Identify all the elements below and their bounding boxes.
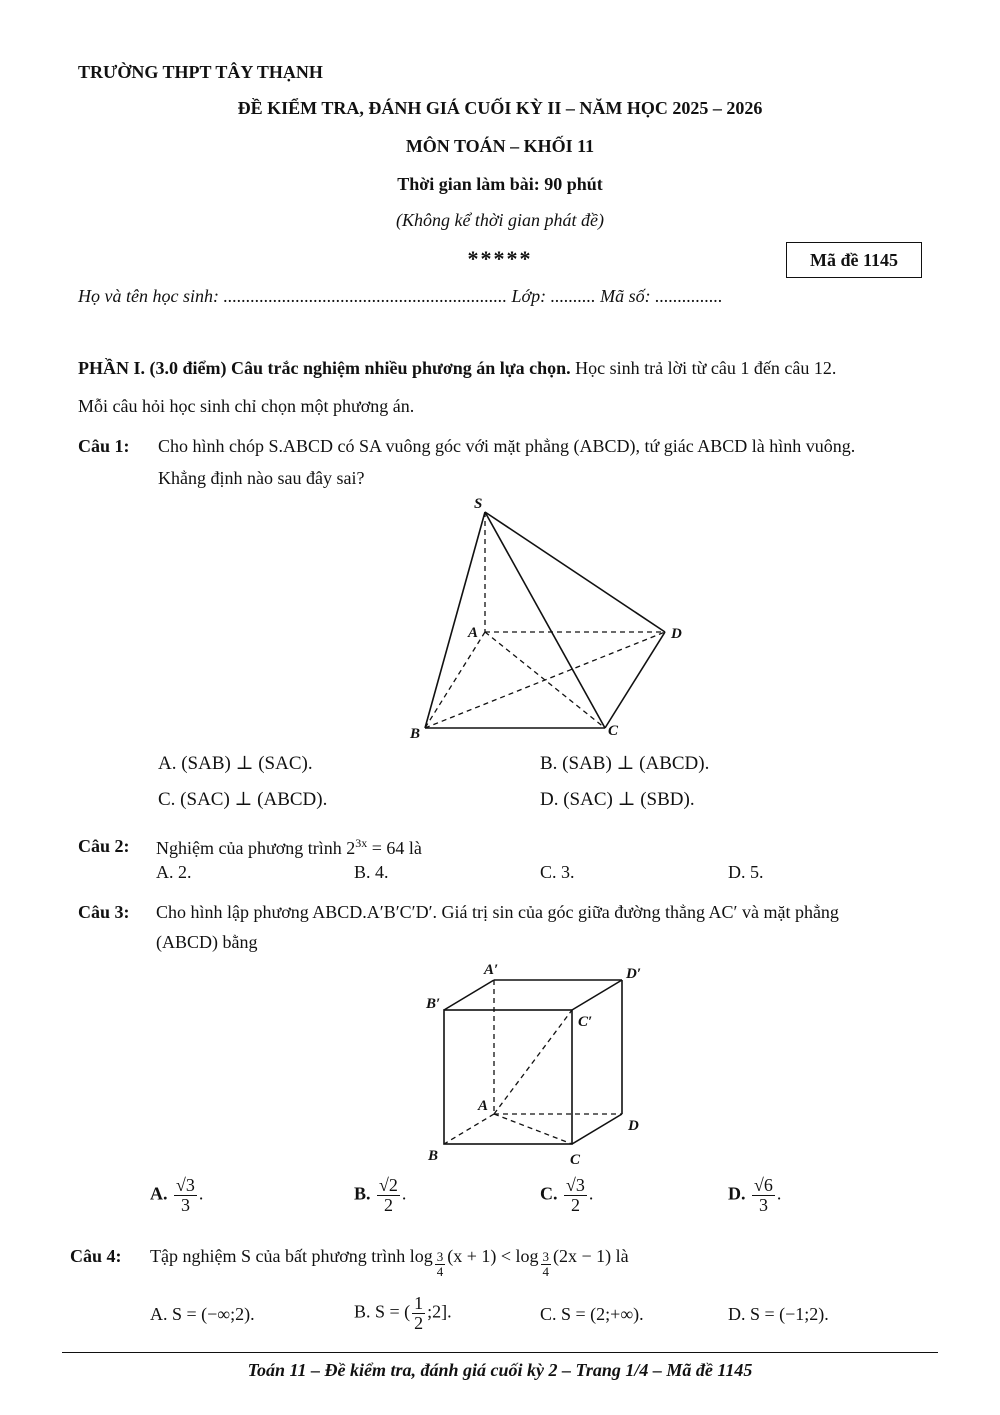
q4-base-num: 3	[436, 1249, 444, 1265]
q1-text2: Khẳng định nào sau đây sai?	[158, 468, 365, 488]
section-heading	[78, 358, 836, 379]
q3-c-den: 2	[570, 1194, 580, 1215]
q3-a-label: A.	[150, 1183, 168, 1204]
edge-b1a1	[444, 980, 494, 1010]
label-b: B	[428, 1148, 439, 1164]
section-instructions: Học sinh trả lời từ câu 1 đến câu 12.	[570, 358, 837, 378]
edge-cd	[572, 1114, 622, 1144]
diag-ac	[494, 1114, 572, 1144]
q4-text-a: Tập nghiệm S của bất phương trình log	[150, 1246, 433, 1266]
q4-base2-num: 3	[542, 1249, 550, 1265]
q4-b-num: 1	[414, 1293, 424, 1313]
front-face	[444, 1010, 572, 1144]
q2-option-a[interactable]: A. 2.	[156, 862, 192, 882]
q4-b-pre: B. S = (	[354, 1301, 411, 1322]
q3-c-label: C.	[540, 1183, 558, 1204]
diag-ac1	[494, 1010, 572, 1114]
q3-b-label: B.	[354, 1183, 371, 1204]
exam-subject: MÔN TOÁN – KHỐI 11	[405, 136, 595, 156]
exam-duration: Thời gian làm bài: 90 phút	[397, 174, 603, 194]
pyramid-figure	[400, 490, 700, 745]
q3-b-num: √2	[379, 1175, 398, 1195]
q3-d-num: √6	[754, 1175, 773, 1195]
label-a1: A′	[484, 962, 499, 978]
q2-text-a: Nghiệm của phương trình 2	[156, 838, 356, 858]
q1-text: Cho hình chóp S.ABCD có SA vuông góc với mặt phẳng (ABCD), tứ giác ABCD là hình vuông.	[158, 436, 856, 456]
q4-text	[150, 1246, 629, 1279]
q3-option-b[interactable]: B. $\frac{√2}{2}$ .	[354, 1175, 407, 1215]
edge-ab	[425, 632, 485, 728]
q2-text-b: = 64 là	[367, 838, 422, 858]
edge-ab	[444, 1114, 494, 1144]
q3-text2: (ABCD) bằng	[156, 932, 258, 952]
section-label: PHẦN I. (3.0 điểm) Câu trắc nghiệm nhiều phương án lựa chọn.	[78, 358, 571, 378]
q3-option-d[interactable]: D. $\frac{√6}{3}$ .	[728, 1175, 782, 1215]
diag-bd	[425, 632, 665, 728]
edge-cd	[605, 632, 665, 728]
q3-c-num: √3	[566, 1175, 585, 1195]
q2-exponent: 3x	[355, 836, 368, 850]
q3-text: Cho hình lập phương ABCD.A′B′C′D′. Giá trị sin của góc giữa đường thẳng AC′ và mặt phẳng	[156, 902, 839, 922]
q2-option-b[interactable]: B. 4.	[354, 862, 389, 882]
q1-option-c[interactable]: C. (SAC) ⊥ (ABCD).	[158, 789, 328, 810]
q4-base-den: 4	[436, 1264, 444, 1279]
q4-b-den: 2	[414, 1312, 424, 1333]
q2-option-c[interactable]: C. 3.	[540, 862, 575, 882]
label-b: B	[410, 726, 421, 742]
label-a: A	[468, 625, 479, 641]
label-c1: C′	[578, 1014, 593, 1030]
q3-a-num: √3	[176, 1175, 195, 1195]
q4-option-a[interactable]: A. S = (−∞;2).	[150, 1304, 255, 1324]
q3-b-den: 2	[383, 1194, 393, 1215]
label-s: S	[474, 496, 483, 512]
school-name: TRƯỜNG THPT TÂY THẠNH	[78, 62, 323, 82]
q3-d-den: 3	[758, 1194, 768, 1215]
q4-text-b: (2x − 1) là	[553, 1246, 629, 1266]
q2-label: Câu 2:	[78, 836, 130, 856]
q3-option-a[interactable]: A. $\frac{√3}{3}$ .	[150, 1175, 204, 1215]
label-b1: B′	[426, 996, 441, 1012]
edge-c1d1	[572, 980, 622, 1010]
edge-sd	[485, 512, 665, 632]
q4-option-c[interactable]: C. S = (2;+∞).	[540, 1304, 644, 1324]
exam-code-box	[786, 242, 922, 278]
exam-note: (Không kể thời gian phát đề)	[395, 210, 605, 230]
cube-figure	[420, 956, 660, 1171]
q1-option-a[interactable]: A. (SAB) ⊥ (SAC).	[158, 753, 313, 774]
q4-option-b[interactable]	[354, 1294, 452, 1333]
footer-text: Toán 11 – Đề kiểm tra, đánh giá cuối kỳ 2 – Trang 1/4 – Mã đề 1145	[247, 1360, 753, 1380]
exam-code: Mã đề 1145	[810, 249, 898, 270]
label-c: C	[570, 1152, 581, 1168]
q4-label: Câu 4:	[70, 1246, 122, 1266]
edge-sb	[425, 512, 485, 728]
q2-text	[156, 836, 422, 859]
q4-b-post: ;2].	[427, 1301, 452, 1322]
section-line2: Mỗi câu hỏi học sinh chỉ chọn một phương án.	[78, 396, 415, 416]
q3-d-label: D.	[728, 1183, 746, 1204]
edge-sc	[485, 512, 605, 728]
label-d1: D′	[626, 966, 642, 982]
student-info-line: Họ và tên học sinh: ............................................................... Lớp: .......... Mã số: ...............	[78, 286, 723, 306]
q3-option-c[interactable]: C. $\frac{√3}{2}$ .	[540, 1175, 594, 1215]
q3-label: Câu 3:	[78, 902, 130, 922]
label-c: C	[608, 723, 619, 739]
q2-option-d[interactable]: D. 5.	[728, 862, 764, 882]
footer-rule	[62, 1352, 938, 1353]
q3-a-den: 3	[180, 1194, 190, 1215]
label-a: A	[478, 1098, 489, 1114]
stars-divider: *****	[467, 246, 533, 271]
q1-label: Câu 1:	[78, 436, 130, 456]
q4-base2-den: 4	[542, 1264, 550, 1279]
label-d: D	[671, 626, 682, 642]
label-d: D	[628, 1118, 639, 1134]
q1-option-b[interactable]: B. (SAB) ⊥ (ABCD).	[540, 753, 710, 774]
q1-option-d[interactable]: D. (SAC) ⊥ (SBD).	[540, 789, 695, 810]
q4-option-d[interactable]: D. S = (−1;2).	[728, 1304, 829, 1324]
exam-title: ĐỀ KIỂM TRA, ĐÁNH GIÁ CUỐI KỲ II – NĂM HỌC 2025 – 2026	[237, 98, 763, 118]
q4-mid: (x + 1) < log	[447, 1246, 539, 1266]
